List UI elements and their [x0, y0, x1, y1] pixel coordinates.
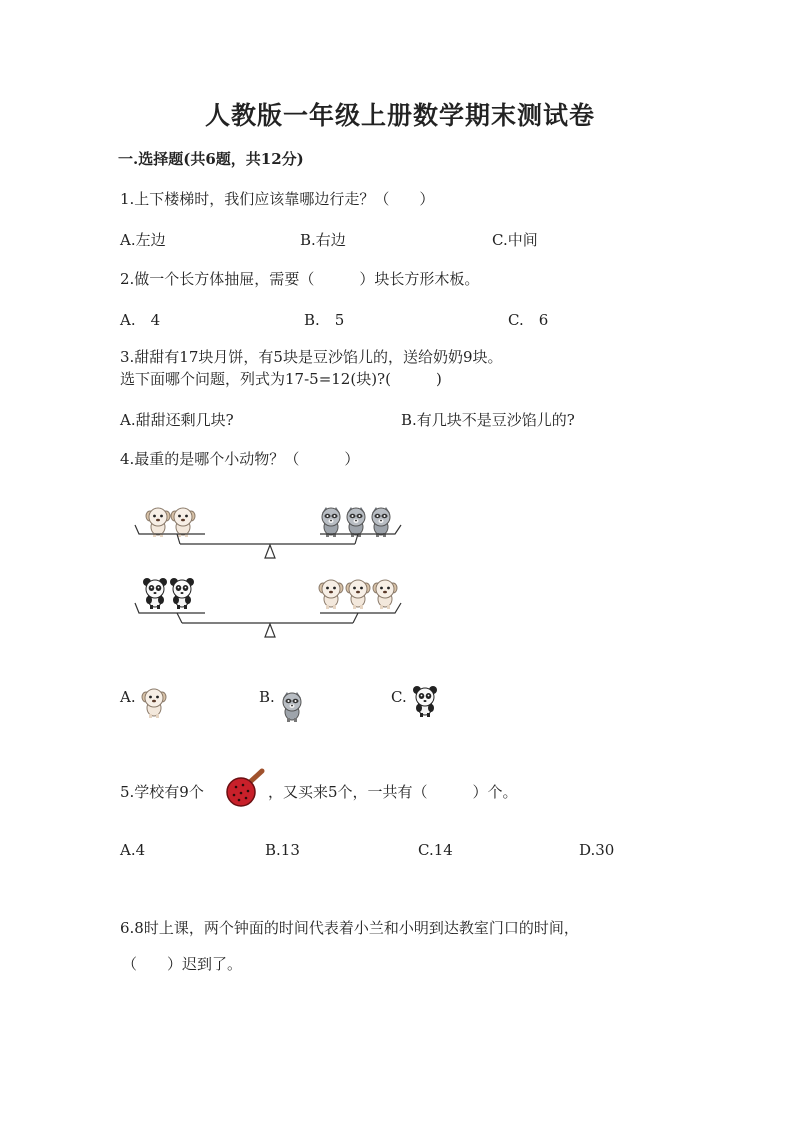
raccoon-icon — [347, 507, 365, 537]
question-1-option-a[interactable]: A.左边 — [120, 231, 166, 249]
panda-icon — [143, 578, 167, 609]
question-4-text: 4.最重的是哪个小动物？（ ） — [120, 450, 360, 468]
question-5-option-d[interactable]: D.30 — [579, 841, 615, 859]
fulcrum-icon — [265, 545, 275, 558]
raccoon-icon — [322, 507, 340, 537]
question-2-option-c[interactable]: C. 6 — [508, 311, 549, 329]
question-3-option-b[interactable]: B.有几块不是豆沙馅儿的? — [401, 411, 575, 429]
question-5-option-c[interactable]: C.14 — [418, 841, 453, 859]
question-6-line-2: （ ）迟到了。 — [122, 955, 243, 973]
question-1-option-c[interactable]: C.中间 — [492, 231, 538, 249]
question-5-text-before: 5.学校有9个 — [120, 783, 204, 801]
question-6-line-1: 6.8时上课，两个钟面的时间代表着小兰和小明到达教室门口的时间， — [120, 919, 579, 937]
question-1-option-b[interactable]: B.右边 — [300, 231, 346, 249]
raccoon-icon — [372, 507, 390, 537]
dog-icon[interactable] — [137, 682, 171, 722]
question-3-line-1: 3.甜甜有17块月饼，有5块是豆沙馅儿的，送给奶奶9块。 — [120, 348, 503, 366]
question-5-option-b[interactable]: B.13 — [265, 841, 300, 859]
dog-icon — [319, 580, 343, 609]
ping-pong-paddle-icon — [222, 766, 266, 812]
fulcrum-icon — [265, 624, 275, 637]
scale-1 — [135, 507, 401, 558]
panda-icon — [170, 578, 194, 609]
question-4-option-c[interactable]: C. — [391, 688, 407, 706]
question-4-option-a[interactable]: A. — [120, 688, 136, 706]
question-3-line-2: 选下面哪个问题，列式为17-5=12(块)?( ) — [120, 370, 442, 388]
question-5-text-after: ，又买来5个，一共有（ ）个。 — [268, 783, 518, 801]
question-2-text: 2.做一个长方体抽屉，需要（ ）块长方形木板。 — [120, 270, 480, 288]
dog-icon — [373, 580, 397, 609]
question-4-option-b[interactable]: B. — [259, 688, 275, 706]
dog-icon — [346, 580, 370, 609]
section-heading: 一.选择题(共6题，共12分) — [118, 150, 304, 168]
question-3-option-a[interactable]: A.甜甜还剩几块? — [120, 411, 234, 429]
question-2-option-a[interactable]: A. 4 — [120, 311, 161, 329]
question-5-option-a[interactable]: A.4 — [120, 841, 146, 859]
question-1-text: 1.上下楼梯时，我们应该靠哪边行走？（ ） — [120, 190, 435, 208]
question-2-option-b[interactable]: B. 5 — [304, 311, 345, 329]
dog-icon — [146, 508, 170, 537]
panda-icon[interactable] — [408, 680, 442, 722]
balance-scales-figure — [125, 492, 415, 652]
page-title: 人教版一年级上册数学期末测试卷 — [204, 101, 595, 130]
dog-icon — [171, 508, 195, 537]
scale-2 — [135, 578, 401, 637]
raccoon-icon[interactable] — [275, 686, 309, 726]
